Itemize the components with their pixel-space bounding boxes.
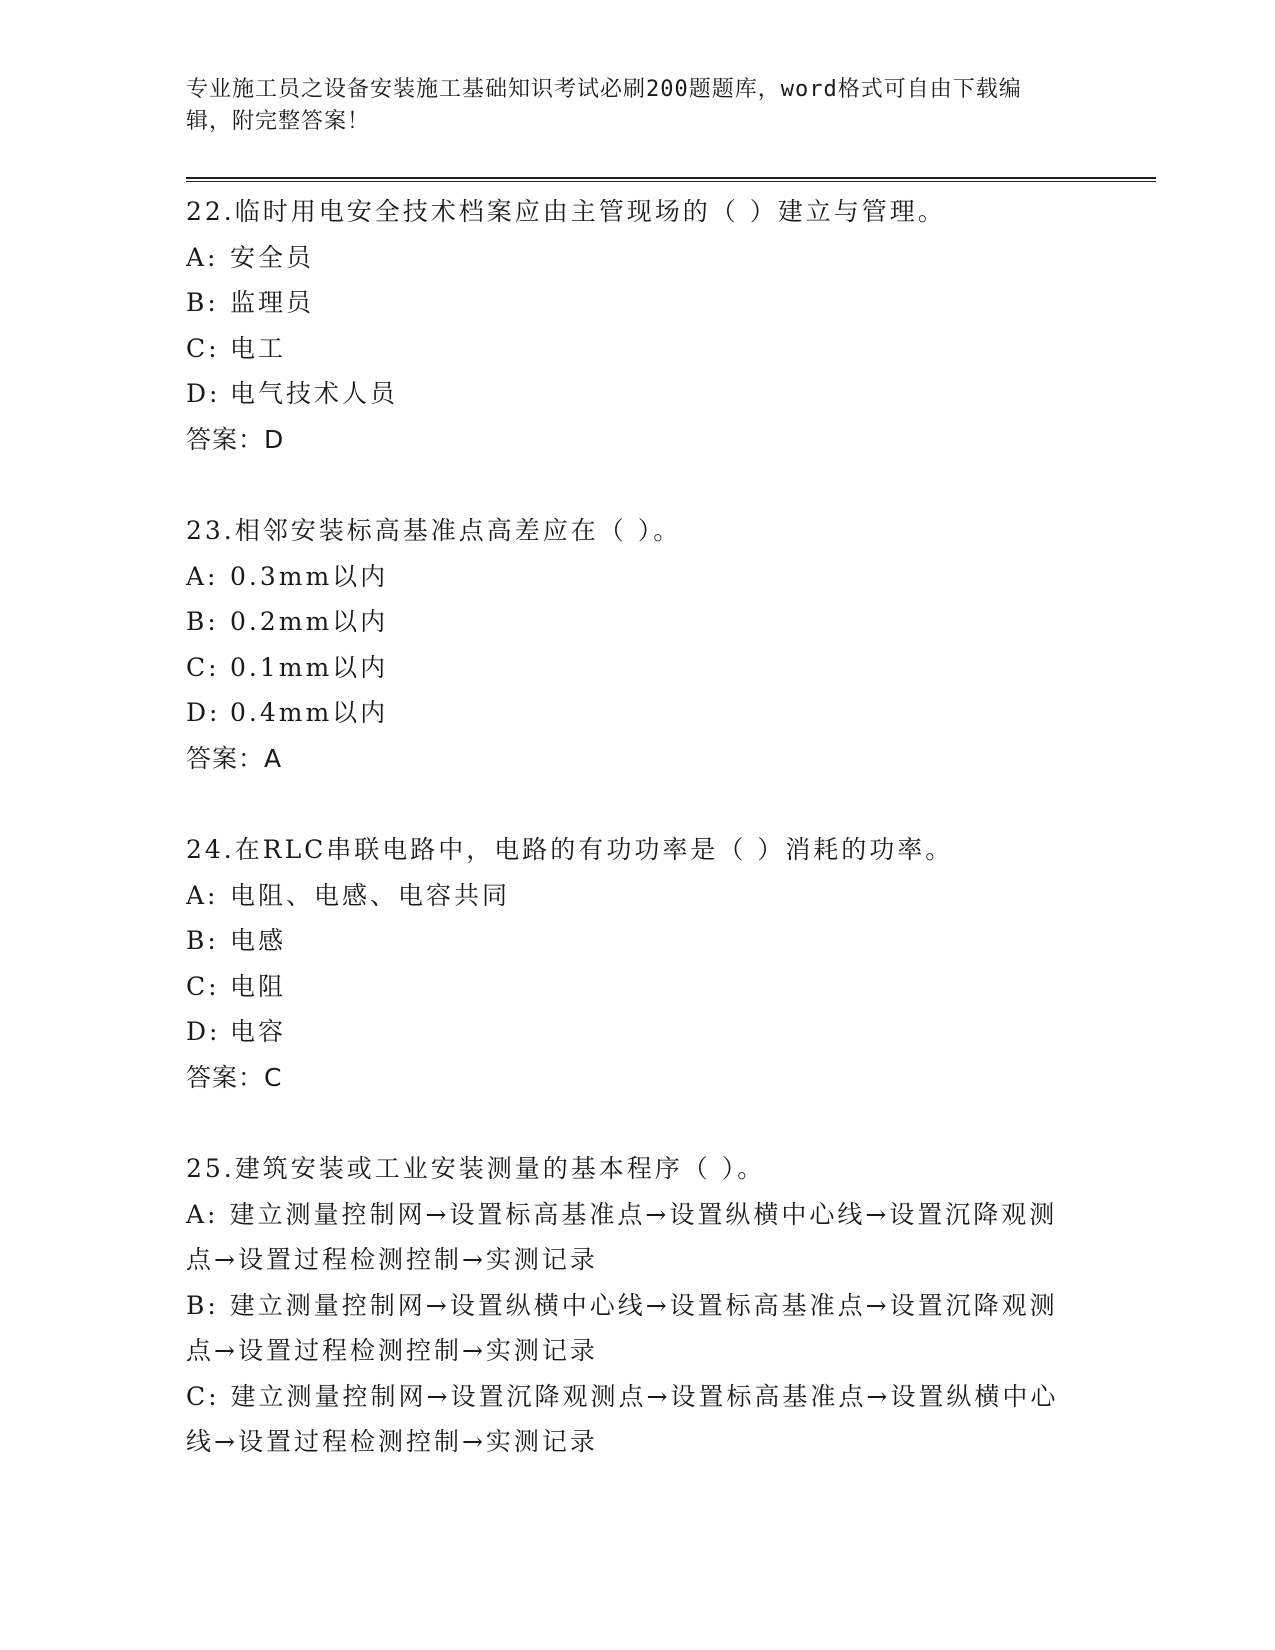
answer-line: 答案：D [186, 424, 285, 454]
option-label: C: [186, 652, 220, 682]
option-text: 建立测量控制网→设置沉降观测点→设置标高基准点→设置纵横中心线→设置过程检测控制→实测记录 [186, 1381, 1059, 1456]
option-label: B: [186, 926, 219, 955]
option-b [186, 918, 1086, 964]
option-c [186, 645, 1086, 691]
option-text: 监理员 [230, 288, 315, 317]
document-header: 专业施工员之设备安装施工基础知识考试必刷200题题库，word格式可自由下载编辑，附完整答案！ [186, 77, 1022, 134]
option-d [186, 1009, 1086, 1055]
option-label: C: [186, 1381, 220, 1411]
question-stem: 22.临时用电安全技术档案应由主管现场的（ ）建立与管理。 [186, 197, 946, 226]
option-a [186, 1192, 1076, 1283]
question-23 [186, 508, 1086, 781]
option-label: B: [186, 607, 219, 636]
option-a [186, 235, 1086, 281]
header-divider [186, 177, 1156, 182]
option-label: D: [186, 698, 221, 727]
answer-line: 答案：C [186, 1062, 283, 1092]
option-text: 建立测量控制网→设置纵横中心线→设置标高基准点→设置沉降观测点→设置过程检测控制→实测记录 [186, 1290, 1058, 1365]
option-text: 电容 [230, 1017, 287, 1046]
question-stem: 23.相邻安装标高基准点高差应在（ ）。 [186, 516, 682, 545]
option-text: 电气技术人员 [230, 379, 399, 408]
option-label: A: [186, 242, 219, 272]
option-text: 0.3mm以内 [230, 561, 389, 591]
option-text: 0.1mm以内 [230, 652, 389, 682]
option-label: D: [186, 1017, 221, 1046]
question-22 [186, 189, 1086, 462]
option-b [186, 1283, 1076, 1374]
option-c [186, 1374, 1076, 1465]
question-stem: 25.建筑安装或工业安装测量的基本程序（ ）。 [186, 1154, 766, 1183]
option-b [186, 280, 1086, 326]
option-text: 电阻 [230, 971, 287, 1001]
option-label: D: [186, 379, 221, 408]
answer-line: 答案：A [186, 743, 283, 773]
question-stem: 24.在RLC串联电路中，电路的有功功率是（ ）消耗的功率。 [186, 835, 954, 864]
option-label: B: [186, 288, 219, 317]
option-label: A: [186, 561, 219, 591]
option-text: 电阻、电感、电容共同 [230, 880, 511, 910]
option-text: 0.2mm以内 [230, 607, 389, 636]
option-label: A: [186, 880, 219, 910]
option-label: C: [186, 971, 220, 1001]
option-c [186, 964, 1086, 1010]
option-text: 电感 [230, 926, 287, 955]
option-text: 建立测量控制网→设置标高基准点→设置纵横中心线→设置沉降观测点→设置过程检测控制→实测记录 [186, 1199, 1058, 1274]
option-label: B: [186, 1290, 219, 1320]
option-d [186, 690, 1086, 736]
option-label: C: [186, 333, 220, 363]
option-d [186, 371, 1086, 417]
option-b [186, 599, 1086, 645]
option-a [186, 554, 1086, 600]
option-text: 安全员 [230, 242, 315, 272]
question-25 [186, 1146, 1086, 1465]
option-text: 0.4mm以内 [230, 698, 389, 727]
question-24 [186, 827, 1086, 1100]
option-c [186, 326, 1086, 372]
option-a [186, 873, 1086, 919]
option-label: A: [186, 1199, 219, 1229]
question-list [186, 189, 1086, 1511]
option-text: 电工 [230, 333, 287, 363]
